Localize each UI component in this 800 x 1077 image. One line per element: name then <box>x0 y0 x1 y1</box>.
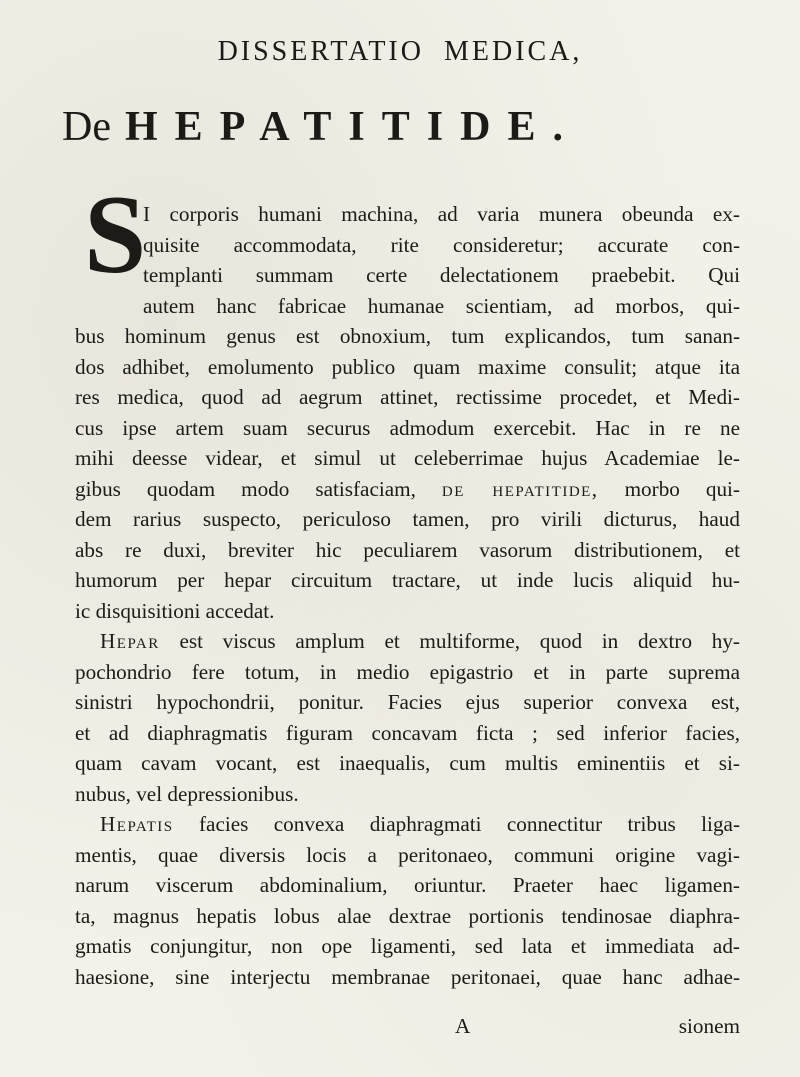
text-segment: est viscus amplum et multiforme, quod in dextro hy- <box>179 629 740 653</box>
text-line: sinistri hypochondrii, ponitur. Facies ejus superior convexa est, <box>75 690 740 714</box>
text-segment: morbo qui- <box>624 476 740 501</box>
page-footer <box>75 1014 740 1044</box>
text-line: haesione, sine interjectu membranae peritonaei, quae hanc adhae- <box>75 964 740 989</box>
text-line: I corporis humani machina, ad varia munera obeunda ex- <box>143 202 740 226</box>
text-line: nubus, vel depressionibus. <box>75 781 299 806</box>
text-line: quam cavam vocant, est inaequalis, cum multis eminentiis et si- <box>75 751 740 775</box>
text-line: et ad diaphragmatis figuram concavam ficta ; sed inferior facies, <box>75 720 740 745</box>
text-line: res medica, quod ad aegrum attinet, rectissime procedet, et Medi- <box>75 385 740 409</box>
text-line <box>75 809 740 840</box>
text-line: cus ipse artem suam securus admodum exercebit. Hac in re ne <box>75 415 740 440</box>
signature-mark: A <box>455 1014 471 1038</box>
text-line: gmatis conjungitur, non ope ligamenti, sed lata et immediata ad- <box>75 934 740 958</box>
text-segment: gibus quodam modo satisfaciam, <box>75 476 416 501</box>
catchword: sionem <box>678 1014 740 1038</box>
text-line: pochondrio fere totum, in medio epigastrio et in parte suprema <box>75 659 740 684</box>
text-line: abs re duxi, breviter hic peculiarem vasorum distributionem, et <box>75 537 740 562</box>
text-line: bus hominum genus est obnoxium, tum explicandos, tum sanan- <box>75 324 740 348</box>
text-line: dos adhibet, emolumento publico quam maxime consulit; atque ita <box>75 354 740 379</box>
text-line: ta, magnus hepatis lobus alae dextrae portionis tendinosae diaphra- <box>75 903 740 928</box>
text-line: ic disquisitioni accedat. <box>75 598 275 623</box>
text-line: narum viscerum abdominalium, oriuntur. Praeter haec ligamen- <box>75 873 740 897</box>
text-line <box>75 474 740 505</box>
text-line: autem hanc fabricae humanae scientiam, ad morbos, qui- <box>143 293 740 318</box>
text-line: templanti summam certe delectationem praebebit. Qui <box>143 263 740 287</box>
text-line: quisite accommodata, rite consideretur; accurate con- <box>143 232 740 257</box>
document-title <box>62 102 762 152</box>
text-line: mihi deesse videar, et simul ut celeberrimae hujus Academiae le- <box>75 446 740 470</box>
running-header: DISSERTATIO MEDICA, <box>217 36 583 67</box>
text-line: dem rarius suspecto, periculoso tamen, pro virili dicturus, haud <box>75 507 740 531</box>
text-line: humorum per hepar circuitum tractare, ut inde lucis aliquid hu- <box>75 568 740 592</box>
smallcaps-term: Hepar <box>100 629 160 653</box>
body-text <box>75 199 740 992</box>
smallcaps-term: Hepatis <box>100 812 174 836</box>
text-line <box>75 626 740 657</box>
drop-cap: S <box>84 173 147 297</box>
title-main: HEPATITIDE. <box>124 104 580 150</box>
text-segment: facies convexa diaphragmati connectitur tribus liga- <box>198 812 740 836</box>
title-prefix: De <box>62 104 111 150</box>
text-line: mentis, quae diversis locis a peritonaeo, communi origine vagi- <box>75 842 740 867</box>
smallcaps-term: de hepatitide, <box>441 476 599 501</box>
